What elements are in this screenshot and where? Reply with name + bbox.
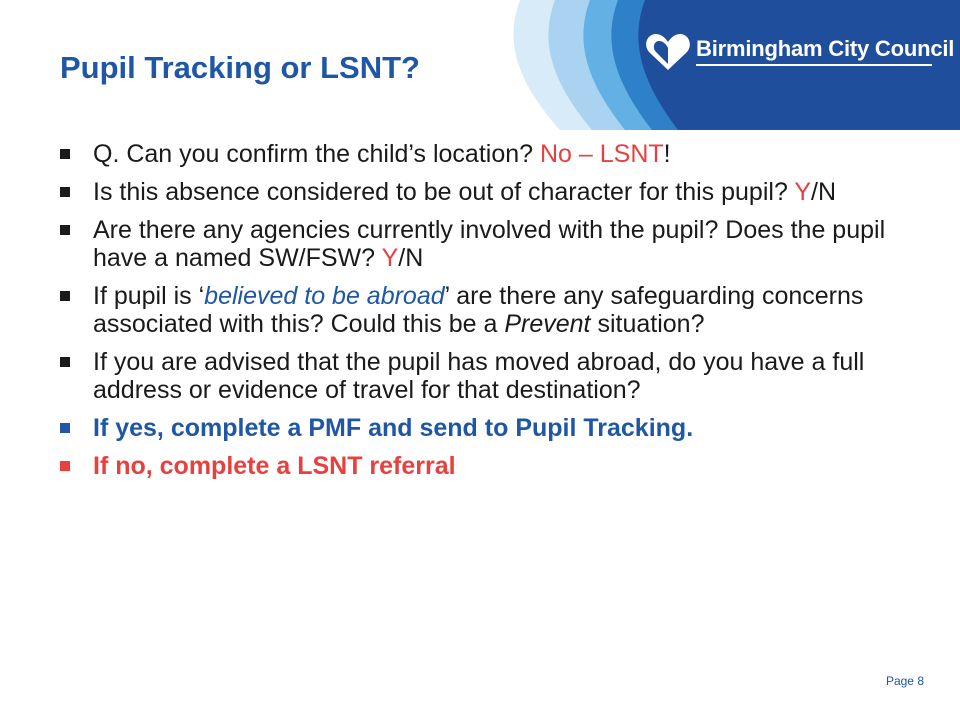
list-item: If you are advised that the pupil has moved abroad, do you have a full address or evidence of travel for that destination?: [60, 348, 930, 404]
slide-title: Pupil Tracking or LSNT?: [60, 50, 420, 85]
page-number: Page 8: [885, 674, 924, 688]
square-bullet-icon: [60, 461, 70, 471]
list-item-pmf: If yes, complete a PMF and send to Pupil Tracking.: [60, 414, 930, 442]
list-item-lsnt: If no, complete a LSNT referral: [60, 452, 930, 480]
square-bullet-icon: [60, 187, 70, 197]
list-item: Q. Can you confirm the child’s location? No – LSNT!: [60, 140, 930, 168]
square-bullet-icon: [60, 149, 70, 159]
square-bullet-icon: [60, 225, 70, 235]
logo-text: Birmingham City Council: [696, 36, 955, 61]
list-item: Are there any agencies currently involved with the pupil? Does the pupil have a named SW/FSW? Y/N: [60, 216, 930, 272]
bullet-list: [60, 140, 930, 490]
square-bullet-icon: [60, 291, 70, 301]
list-item: If pupil is ‘believed to be abroad’ are there any safeguarding concerns associated with this? Could this be a Prevent situation?: [60, 282, 930, 338]
square-bullet-icon: [60, 357, 70, 367]
logo-underline: [696, 64, 932, 66]
birmingham-logo: [640, 28, 955, 78]
heart-logo-icon: [644, 32, 692, 72]
square-bullet-icon: [60, 423, 70, 433]
list-item: Is this absence considered to be out of character for this pupil? Y/N: [60, 178, 930, 206]
